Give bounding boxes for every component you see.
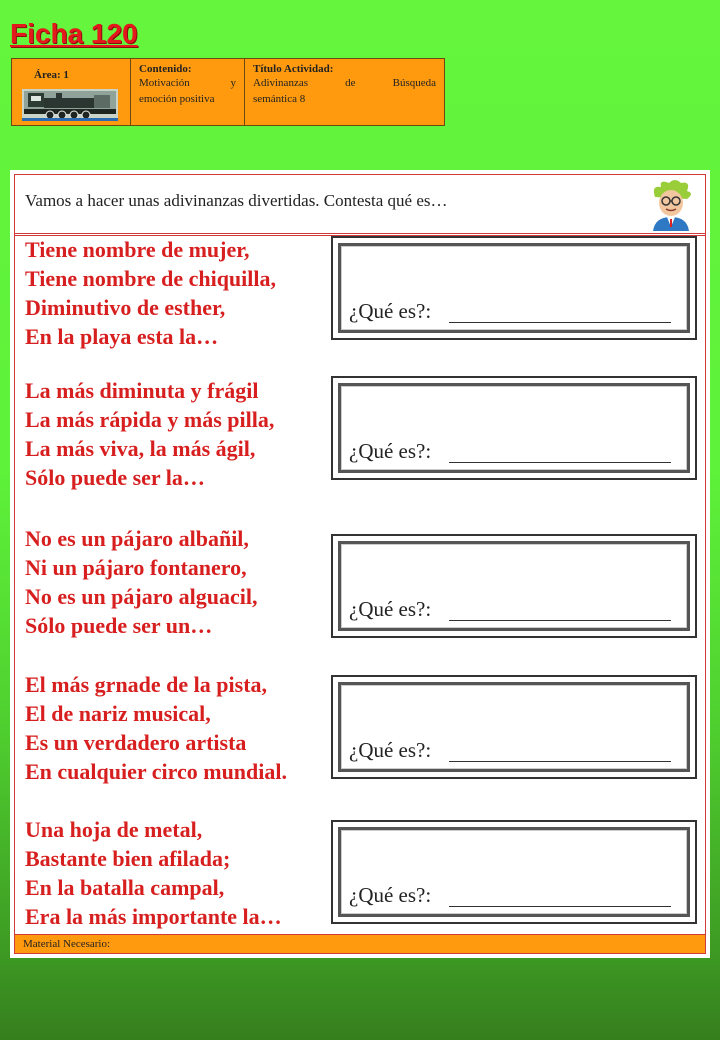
worksheet: [10, 170, 710, 958]
answer-line[interactable]: [449, 620, 671, 621]
area-cell: [12, 59, 131, 125]
material-footer: Material Necesario:: [15, 934, 705, 953]
question-label: ¿Qué es?:: [349, 439, 432, 463]
riddle-line: Sólo puede ser la…: [25, 465, 205, 490]
answer-line[interactable]: [449, 906, 671, 907]
answer-box-2[interactable]: [331, 376, 697, 480]
answer-box-5[interactable]: [331, 820, 697, 924]
answer-line[interactable]: [449, 761, 671, 762]
answer-box-1[interactable]: [331, 236, 697, 340]
riddle-line: Bastante bien afilada;: [25, 846, 231, 871]
question-label: ¿Qué es?:: [349, 883, 432, 907]
riddle-line: En la playa esta la…: [25, 324, 219, 349]
teacher-icon: [645, 177, 697, 231]
riddle-3: [25, 524, 257, 640]
riddle-line: La más viva, la más ágil,: [25, 436, 256, 461]
riddle-line: La más diminuta y frágil: [25, 378, 259, 403]
riddle-line: En cualquier circo mundial.: [25, 759, 288, 784]
riddle-line: Una hoja de metal,: [25, 817, 203, 842]
contenido-line: emoción positiva: [139, 93, 215, 105]
question-label: ¿Qué es?:: [349, 299, 432, 323]
page-title: Ficha 120: [10, 18, 138, 49]
info-table: [11, 58, 445, 126]
riddle-line: No es un pájaro alguacil,: [25, 584, 258, 609]
riddle-line: Ni un pájaro fontanero,: [25, 555, 247, 580]
answer-box-4[interactable]: [331, 675, 697, 779]
question-label: ¿Qué es?:: [349, 738, 432, 762]
titulo-label: Título Actividad:: [253, 63, 334, 75]
answer-box-3[interactable]: [331, 534, 697, 638]
riddle-line: La más rápida y más pilla,: [25, 407, 275, 432]
answer-line[interactable]: [449, 462, 671, 463]
contenido-label: Contenido:: [139, 63, 192, 75]
riddle-1: [25, 235, 276, 351]
contenido-cell: [131, 59, 245, 125]
riddle-line: Sólo puede ser un…: [25, 613, 213, 638]
riddle-5: [25, 815, 282, 931]
riddle-2: [25, 376, 274, 492]
question-label: ¿Qué es?:: [349, 597, 432, 621]
instruction-text: Vamos a hacer unas adivinanzas divertidas. Contesta qué es…: [25, 191, 448, 210]
titulo-line: Adivinanzas de Búsqueda: [253, 77, 436, 89]
riddle-line: No es un pájaro albañil,: [25, 526, 249, 551]
riddle-line: Es un verdadero artista: [25, 730, 247, 755]
answer-line[interactable]: [449, 322, 671, 323]
riddle-line: Era la más importante la…: [25, 904, 282, 929]
riddle-line: El más grnade de la pista,: [25, 672, 268, 697]
titulo-line: semántica 8: [253, 93, 306, 105]
riddle-line: Diminutivo de esther,: [25, 295, 226, 320]
riddle-line: Tiene nombre de chiquilla,: [25, 266, 277, 291]
riddle-4: [25, 670, 287, 786]
riddle-line: Tiene nombre de mujer,: [25, 237, 250, 262]
contenido-line: Motivación y: [139, 77, 236, 89]
area-label: Área: 1: [34, 69, 69, 81]
riddle-line: En la batalla campal,: [25, 875, 225, 900]
titulo-cell: [245, 59, 444, 125]
worksheet-header: [15, 175, 705, 234]
riddle-line: El de nariz musical,: [25, 701, 211, 726]
worksheet-frame: [14, 174, 706, 954]
train-icon: [22, 89, 118, 121]
